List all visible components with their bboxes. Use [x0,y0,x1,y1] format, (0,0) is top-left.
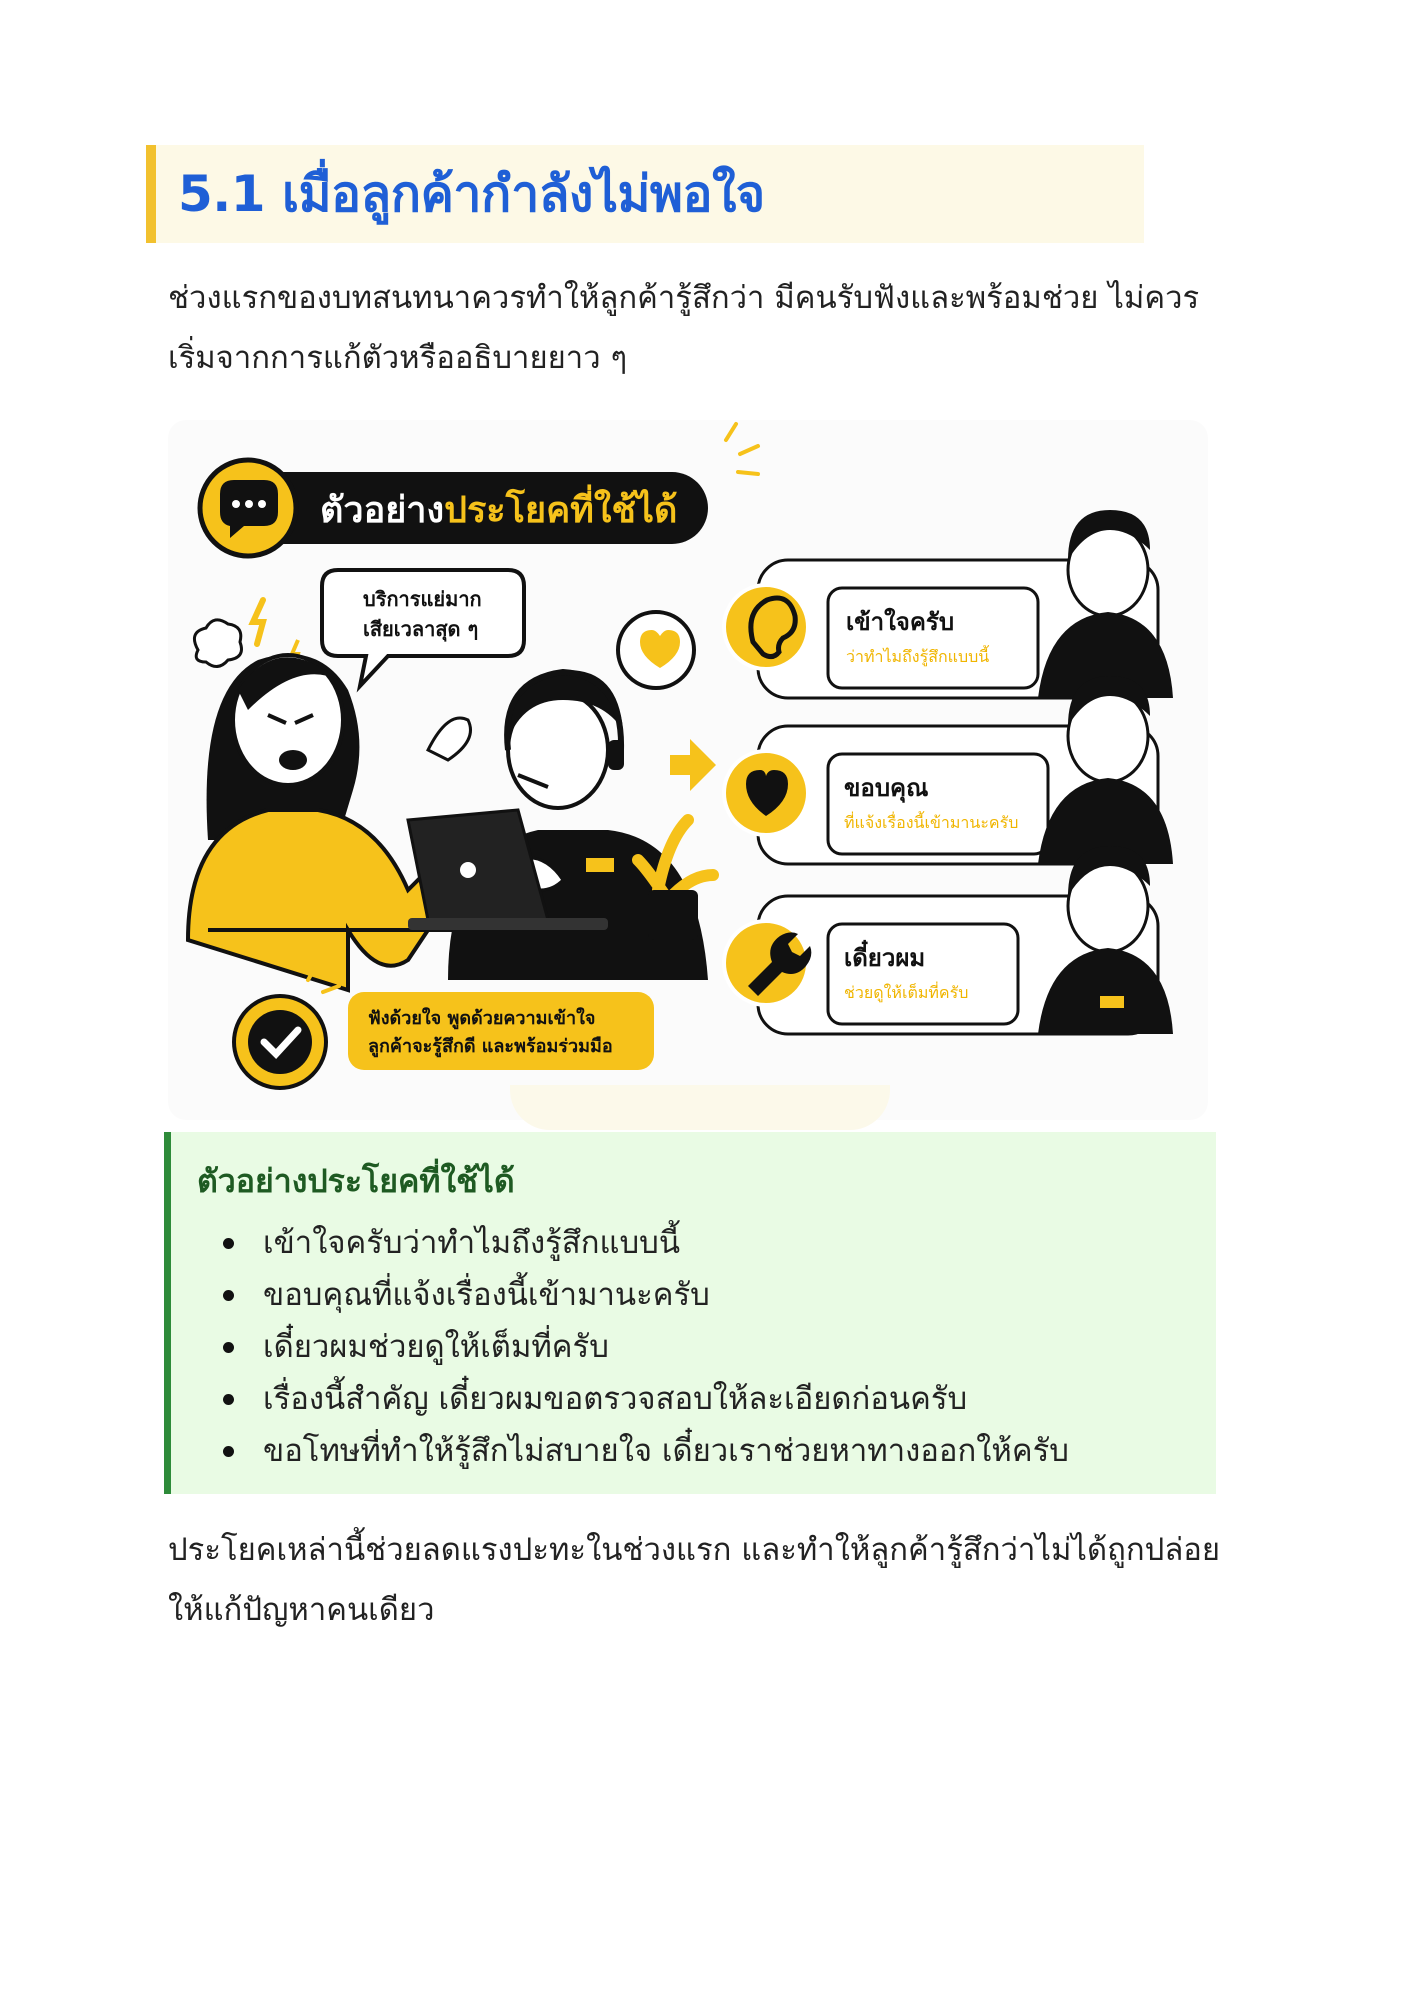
agent-illustration [408,612,713,980]
card-2-title: ขอบคุณ [844,774,929,802]
tip-badge [234,966,654,1088]
phrase-card-2 [724,676,1173,864]
example-list [197,1217,1216,1477]
callout-title: ตัวอย่างประโยคที่ใช้ได้ [197,1162,515,1200]
list-item: ขอบคุณที่แจ้งเรื่องนี้เข้ามานะครับ [263,1269,1216,1321]
phrase-card-3 [724,846,1173,1034]
arrow-right-icon [670,739,716,791]
banner [200,424,758,556]
list-item: เรื่องนี้สำคัญ เดี๋ยวผมขอตรวจสอบให้ละเอียดก่อนครับ [263,1373,1216,1425]
intro-paragraph: ช่วงแรกของบทสนทนาควรทำให้ลูกค้ารู้สึกว่า มีคนรับฟังและพร้อมช่วย ไม่ควรเริ่มจากการแก้ตัวหรืออธิบายยาว ๆ [168,280,1200,376]
list-item: เดี๋ยวผมช่วยดูให้เต็มที่ครับ [263,1321,1216,1373]
card-1-subtitle: ว่าทำไมถึงรู้สึกแบบนี้ [846,647,990,666]
customer-bubble-line1: บริการแย่มาก [363,587,482,611]
infographic-illustration [168,420,1208,1120]
customer-bubble-line2: เสียเวลาสุด ๆ [363,617,479,641]
card-3-subtitle: ช่วยดูให้เต็มที่ครับ [844,983,969,1002]
tip-line2: ลูกค้าจะรู้สึกดี และพร้อมร่วมมือ [368,1036,613,1057]
section-heading-box [146,145,1144,243]
card-1-title: เข้าใจครับ [846,608,955,636]
card-3-title: เดี๋ยวผม [844,944,926,972]
list-item: เข้าใจครับว่าทำไมถึงรู้สึกแบบนี้ [263,1217,1216,1269]
section-heading: 5.1 เมื่อลูกค้ากำลังไม่พอใจ [178,164,765,223]
list-item: ขอโทษที่ทำให้รู้สึกไม่สบายใจ เดี๋ยวเราช่วยหาทางออกให้ครับ [263,1425,1216,1477]
infographic [168,420,1208,1120]
svg-text:ตัวอย่างประโยคที่ใช้ได้ [320,484,677,531]
infographic-shadow [510,1085,890,1130]
card-2-subtitle: ที่แจ้งเรื่องนี้เข้ามานะครับ [844,813,1019,832]
example-callout-box [164,1132,1216,1494]
phrase-card-1 [724,510,1173,698]
banner-highlight: ประโยคที่ใช้ได้ [444,490,678,531]
outro-paragraph: ประโยคเหล่านี้ช่วยลดแรงปะทะในช่วงแรก และทำให้ลูกค้ารู้สึกว่าไม่ได้ถูกปล่อยให้แก้ปัญหาคนเดียว [168,1532,1221,1628]
tip-line1: ฟังด้วยใจ พูดด้วยความเข้าใจ [368,1008,596,1029]
customer-speech-bubble [322,570,524,686]
banner-prefix: ตัวอย่าง [320,490,445,531]
